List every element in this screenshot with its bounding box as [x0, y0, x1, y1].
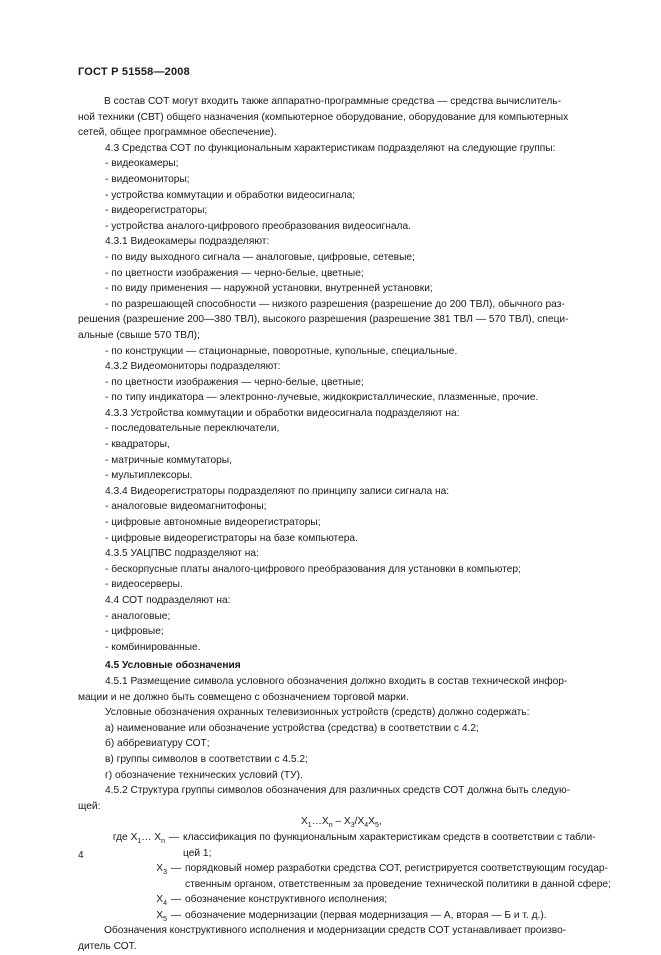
- definition-text: порядковый номер разработки средства СОТ, регистрируется соответствующим государ- ственным органом, ответственным за проведение технической политики в данной сфере;: [185, 863, 611, 890]
- list-item: - цифровые;: [105, 626, 164, 638]
- definition-text: обозначение модернизации (первая модернизация — А, вторая — Б и т. д.).: [185, 909, 547, 921]
- list-item: - бескорпусные платы аналого-цифрового преобразования для установки в компьютер;: [105, 563, 521, 575]
- list-item: - по типу индикатора — электронно-лучевые, жидкокристаллические, плазменные, прочие.: [105, 392, 539, 404]
- page-number: 4: [78, 850, 84, 861]
- list-item: - видеорегистраторы;: [105, 205, 208, 217]
- clause-4-5-1: 4.5.1 Размещение символа условного обозначения должно входить в состав технической инфор-: [105, 675, 568, 687]
- paragraph-line: дитель СОТ.: [78, 941, 137, 953]
- list-item: б) аббревиатуру СОТ;: [105, 738, 210, 750]
- list-item: а) наименование или обозначение устройства (средства) в соответствии с 4.2;: [105, 722, 479, 734]
- paragraph-line: щей:: [78, 800, 101, 812]
- definition-x4: [78, 892, 618, 908]
- definition-symbol: где $X_1\dots$ $X_n$: [112, 831, 165, 845]
- paragraph-line: решения (разрешение 200—380 ТВЛ), высокого разрешения (разрешение 381 ТВЛ — 570 ТВЛ), специ-: [78, 314, 569, 326]
- paragraph-line: мации и не должно быть совмещено с обозначением торговой марки.: [78, 691, 409, 703]
- document-header: ГОСТ Р 51558—2008: [78, 66, 190, 78]
- list-item: - по цветности изображения — черно-белые, цветные;: [105, 267, 364, 279]
- definition-text: классификация по функциональным характеристикам средств в соответствии с табли- цей 1;: [183, 831, 596, 859]
- clause-4-3-1: 4.3.1 Видеокамеры подразделяют:: [105, 236, 270, 248]
- list-item: - матричные коммутаторы,: [105, 454, 232, 466]
- list-item: - цифровые видеорегистраторы на базе компьютера.: [105, 532, 358, 544]
- list-item: - комбинированные.: [105, 641, 201, 653]
- list-item: - аналоговые;: [105, 610, 171, 622]
- list-item: - видеосерверы.: [105, 579, 183, 591]
- list-item: г) обозначение технических условий (ТУ).: [105, 769, 303, 781]
- list-item: - по разрешающей способности — низкого разрешения (разрешение до 200 ТВЛ), обычного раз-: [105, 298, 565, 310]
- list-item: - по виду применения — наружной установки, внутренней установки;: [105, 283, 433, 295]
- definition-symbol: $X_5$: [156, 909, 167, 923]
- clause-4-3-3: 4.3.3 Устройства коммутации и обработки видеосигнала подразделяют на:: [105, 407, 460, 419]
- list-item: - устройства коммутации и обработки видеосигнала;: [105, 189, 356, 201]
- document-body: [78, 94, 618, 955]
- list-item: - по цветности изображения — черно-белые, цветные;: [105, 376, 364, 388]
- list-item: - видеомониторы;: [105, 173, 190, 185]
- definition-x5: [78, 908, 618, 924]
- clause-4-5-2: 4.5.2 Структура группы символов обозначения для различных средств СОТ должна быть следую-: [105, 785, 570, 797]
- list-item: - по виду выходного сигнала — аналоговые, цифровые, сетевые;: [105, 251, 415, 263]
- definition-x3: [78, 861, 618, 892]
- definition-symbol: $X_4$: [156, 894, 167, 908]
- list-item: - цифровые автономные видеорегистраторы;: [105, 517, 321, 529]
- list-item: - мультиплексоры.: [105, 470, 193, 482]
- clause-4-3-5: 4.3.5 УАЦПВС подразделяют на:: [105, 548, 259, 560]
- paragraph-line: Обозначения конструктивного исполнения и модернизации средств СОТ устанавливает произво-: [104, 925, 567, 937]
- symbol-formula: $X_1\dots X_n - X_3/X_4X_5$,: [301, 816, 382, 830]
- paragraph-line: В состав СОТ могут входить также аппаратно-программные средства — средства вычислитель-: [104, 96, 561, 107]
- definition-text: обозначение конструктивного исполнения;: [185, 894, 388, 906]
- definition-dash: —: [170, 894, 182, 906]
- list-item: - устройства аналого-цифрового преобразования видеосигнала.: [105, 220, 411, 232]
- clause-4-3-2: 4.3.2 Видеомониторы подразделяют:: [105, 361, 281, 373]
- list-item: - квадраторы,: [105, 439, 170, 451]
- paragraph-line: Условные обозначения охранных телевизионных устройств (средств) должно содержать:: [105, 707, 530, 719]
- paragraph-line: ной техники (СВТ) общего назначения (компьютерное оборудование, оборудование для компьютерных: [78, 111, 569, 123]
- definition-dash: —: [170, 909, 182, 921]
- clause-4-4: 4.4 СОТ подразделяют на:: [105, 595, 231, 606]
- paragraph-line: сетей, общее программное обеспечение).: [78, 127, 277, 139]
- clause-4-3: 4.3 Средства СОТ по функциональным характеристикам подразделяют на следующие группы:: [105, 142, 556, 154]
- list-item: - последовательные переключатели,: [105, 423, 280, 435]
- list-item: - аналоговые видеомагнитофоны;: [105, 501, 267, 513]
- definition-dash: —: [168, 831, 180, 843]
- definition-x1-xn: [76, 830, 618, 861]
- paragraph-line: альные (свыше 570 ТВЛ);: [78, 329, 200, 341]
- definition-dash: —: [170, 863, 182, 875]
- list-item: - видеокамеры;: [105, 158, 179, 170]
- section-heading-4-5: 4.5 Условные обозначения: [105, 660, 241, 672]
- list-item: в) группы символов в соответствии с 4.5.2;: [105, 753, 308, 765]
- definition-symbol: $X_3$: [156, 863, 167, 877]
- list-item: - по конструкции — стационарные, поворотные, купольные, специальные.: [105, 345, 458, 357]
- clause-4-3-4: 4.3.4 Видеорегистраторы подразделяют по принципу записи сигнала на:: [105, 485, 450, 497]
